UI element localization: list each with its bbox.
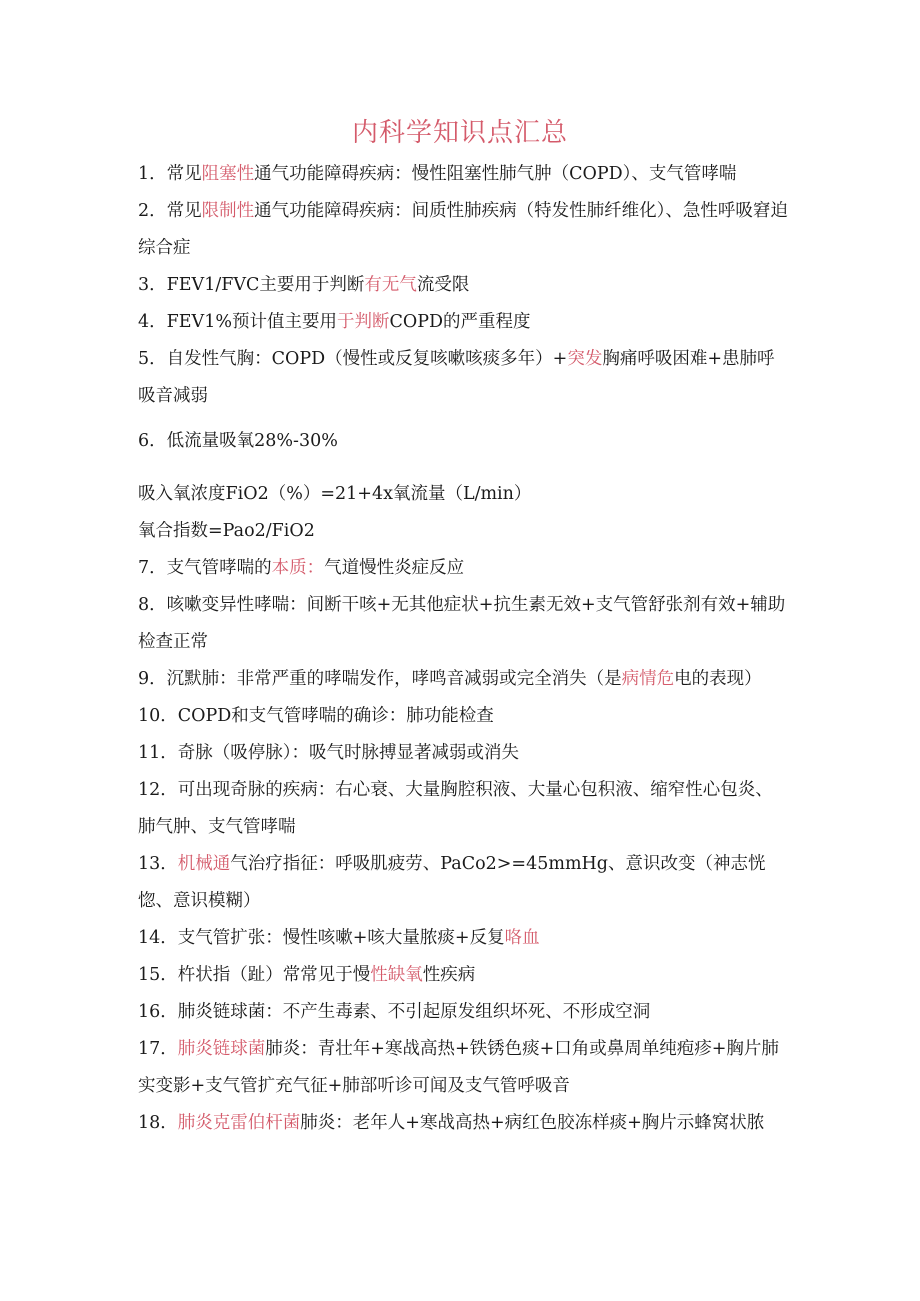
paragraph-text: 13． xyxy=(138,854,178,874)
paragraph xyxy=(138,698,788,735)
paragraph xyxy=(138,304,788,341)
highlighted-term: 肺炎链球菌 xyxy=(177,1039,266,1059)
paragraph-text: 2．常见 xyxy=(138,201,202,221)
paragraph-text: 胸痛呼吸困难+患肺呼吸音减弱 xyxy=(138,349,775,406)
paragraph-text: 18． xyxy=(138,1113,178,1133)
paragraph-text: 通气功能障碍疾病：间质性肺疾病（特发性肺纤维化）、急性呼吸窘迫综合症 xyxy=(138,201,788,258)
paragraph xyxy=(138,193,788,267)
paragraph xyxy=(138,476,788,513)
paragraph-text: 气道慢性炎症反应 xyxy=(324,558,465,578)
highlighted-term: 本质： xyxy=(271,558,325,578)
paragraph-text: 1．常见 xyxy=(138,164,202,184)
paragraph-text: 10．COPD和支气管哮喘的确诊：肺功能检查 xyxy=(138,706,494,726)
paragraph-text: 15．杵状指（趾）常常见于慢 xyxy=(138,965,371,985)
paragraph-text: 肺炎：老年人+寒战高热+病红色胶冻样痰+胸片示蜂窝状脓 xyxy=(300,1113,765,1133)
paragraph-text: 肺炎：青壮年+寒战高热+铁锈色痰+口角或鼻周单纯疱疹+胸片肺实变影+支气管扩充气征+肺部听诊可闻及支气管呼吸音 xyxy=(138,1039,779,1096)
highlighted-term: 于判断 xyxy=(336,312,390,332)
paragraph xyxy=(138,550,788,587)
paragraph xyxy=(138,735,788,772)
document-title: 内科学知识点汇总 xyxy=(351,118,568,148)
highlighted-term: 机械通 xyxy=(177,854,231,874)
highlighted-term: 阻塞性 xyxy=(201,164,255,184)
paragraph-text: 12．可出现奇脉的疾病：右心衰、大量胸腔积液、大量心包积液、缩窄性心包炎、肺气肿、支气管哮喘 xyxy=(138,780,773,837)
paragraph-text: 3．FEV1/FVC主要用于判断 xyxy=(138,275,365,295)
paragraph xyxy=(138,513,788,550)
paragraph-text: 8．咳嗽变异性哮喘：间断干咳+无其他症状+抗生素无效+支气管舒张剂有效+辅助检查正常 xyxy=(138,595,786,652)
paragraph-text: COPD的严重程度 xyxy=(389,312,531,332)
paragraph-text: 11．奇脉（吸停脉）：吸气时脉搏显著减弱或消失 xyxy=(138,743,520,763)
paragraph-text: 14．支气管扩张：慢性咳嗽+咳大量脓痰+反复 xyxy=(138,928,505,948)
paragraph-text: 通气功能障碍疾病：慢性阻塞性肺气肿（COPD）、支气管哮喘 xyxy=(254,164,737,184)
paragraph-text: 5．自发性气胸：COPD（慢性或反复咳嗽咳痰多年）+ xyxy=(138,349,568,369)
paragraph-text: 17． xyxy=(138,1039,178,1059)
highlighted-term: 有无气 xyxy=(364,275,417,295)
paragraph xyxy=(138,1105,788,1142)
highlighted-term: 突发 xyxy=(567,349,603,369)
paragraph-text: 9．沉默肺：非常严重的哮喘发作，哮鸣音减弱或完全消失（是 xyxy=(138,669,622,689)
highlighted-term: 性缺氧 xyxy=(370,965,423,985)
paragraph-text: 性疾病 xyxy=(422,965,476,985)
paragraph-text: 电的表现） xyxy=(674,669,762,689)
paragraph-text: 吸入氧浓度FiO2（%）=21+4x氧流量（L/min） xyxy=(138,484,532,504)
paragraph-text: 氧合指数=Pao2/FiO2 xyxy=(138,521,315,541)
paragraph xyxy=(138,772,788,846)
paragraph xyxy=(138,846,788,920)
paragraph xyxy=(138,587,788,661)
highlighted-term: 病情危 xyxy=(621,669,675,689)
paragraph-text: 流受限 xyxy=(416,275,470,295)
paragraph xyxy=(138,994,788,1031)
highlighted-term: 肺炎克雷伯杆菌 xyxy=(177,1113,301,1133)
paragraph-text: 4．FEV1%预计值主要用 xyxy=(138,312,337,332)
highlighted-term: 咯血 xyxy=(504,928,540,948)
document-body xyxy=(138,156,788,1142)
paragraph xyxy=(138,661,788,698)
paragraph xyxy=(138,156,788,193)
highlighted-term: 限制性 xyxy=(201,201,255,221)
paragraph xyxy=(138,1031,788,1105)
paragraph xyxy=(138,957,788,994)
paragraph-text: 6．低流量吸氧28%-30% xyxy=(138,431,338,451)
paragraph xyxy=(138,920,788,957)
paragraph-text: 7．支气管哮喘的 xyxy=(138,558,272,578)
paragraph-text: 气治疗指征：呼吸肌疲劳、PaCo2>=45mmHg、意识改变（神志恍惚、意识模糊） xyxy=(138,854,766,911)
paragraph-text: 16．肺炎链球菌：不产生毒素、不引起原发组织坏死、不形成空洞 xyxy=(138,1002,651,1022)
paragraph xyxy=(138,267,788,304)
paragraph xyxy=(138,341,788,415)
paragraph xyxy=(138,423,788,460)
